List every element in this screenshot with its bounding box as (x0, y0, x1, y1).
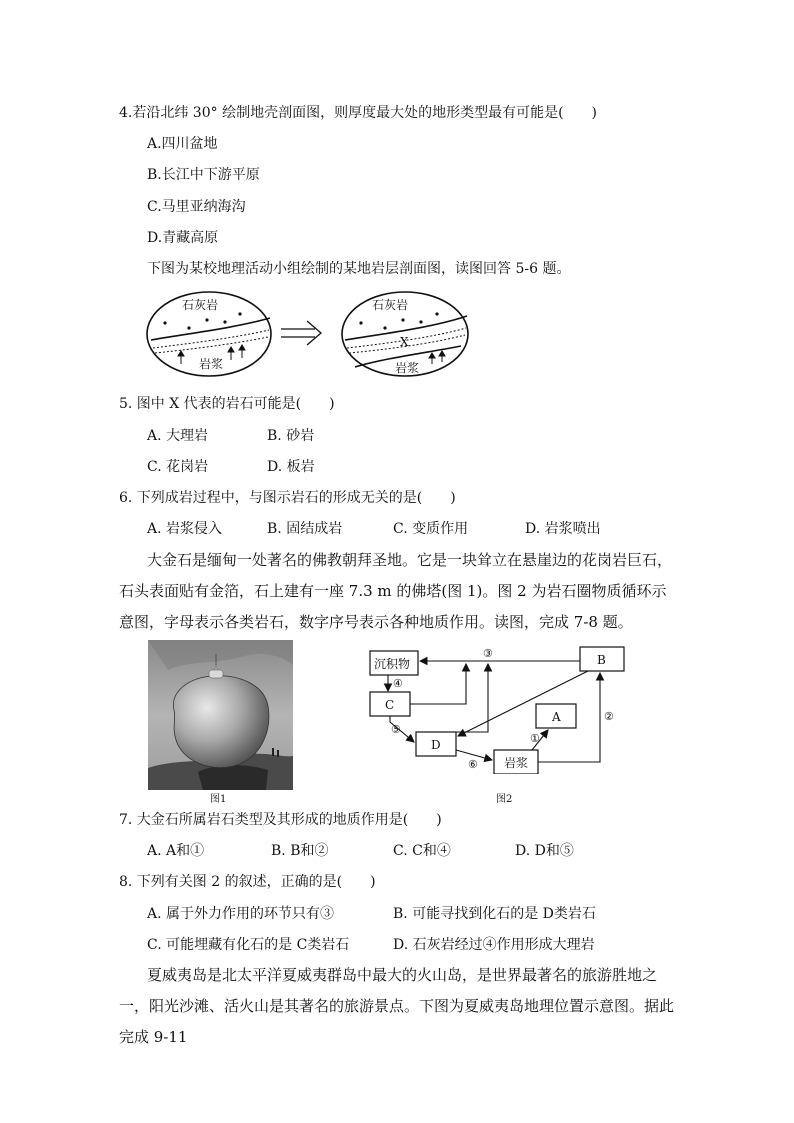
q7-stem: 7. 大金石所属岩石类型及其形成的地质作用是( ) (119, 812, 442, 828)
q6-stem: 6. 下列成岩过程中，与图示岩石的形成无关的是( ) (119, 490, 456, 506)
q4-option-a: A.四川盆地 (147, 136, 218, 152)
strata-right-rock-label: 石灰岩 (372, 298, 409, 312)
num-5: ⑤ (391, 723, 401, 736)
strata-left-rock-label: 石灰岩 (182, 298, 219, 312)
fig2-caption: 图2 (496, 794, 513, 805)
q7-option-d: D. D和⑤ (515, 843, 574, 859)
q4-stem: 4.若沿北纬 30° 绘制地壳剖面图，则厚度最大处的地形类型最有可能是( ) (119, 105, 597, 121)
transform-arrow-icon (281, 321, 321, 345)
strata-left-panel (147, 292, 271, 376)
strata-right-panel (342, 292, 468, 376)
q8-options-2 (147, 935, 667, 955)
q6-options (147, 519, 667, 539)
num-4: ④ (393, 677, 403, 690)
arrow-d-to-sediment (448, 664, 488, 732)
q6-option-d: D. 岩浆喷出 (525, 521, 601, 537)
strata-figure (145, 290, 475, 382)
q4-option-c: C.马里亚纳海沟 (147, 199, 246, 215)
strata-x-label: X (400, 335, 409, 349)
q8-options-1 (147, 904, 667, 924)
q8-option-b: B. 可能寻找到化石的是 D类岩石 (393, 906, 596, 922)
q4-option-d: D.青藏高原 (147, 230, 219, 246)
q5-stem: 5. 图中 X 代表的岩石可能是( ) (119, 396, 335, 412)
q7-option-b: B. B和② (271, 843, 329, 859)
label-sediment: 沉积物 (374, 657, 411, 671)
num-2: ② (604, 710, 614, 723)
intro-9-11: 夏威夷岛是北太平洋夏威夷群岛中最大的火山岛，是世界最著名的旅游胜地之一，阳光沙滩、活火山是其著名的旅游景点。下图为夏威夷岛地理位置示意图。据此完成 9-11 (119, 966, 675, 1046)
strata-right-magma-label: 岩浆 (395, 361, 420, 375)
q8-option-c: C. 可能埋藏有化石的是 C类岩石 (147, 937, 350, 953)
num-1: ① (530, 732, 540, 745)
intro-5-6: 下图为某校地理活动小组绘制的某地岩层剖面图，读图回答 5-6 题。 (147, 261, 571, 277)
q4-option-b: B.长江中下游平原 (147, 167, 260, 183)
label-magma: 岩浆 (504, 756, 529, 770)
golden-rock-photo (148, 640, 293, 790)
q8-option-d: D. 石灰岩经过④作用形成大理岩 (393, 937, 595, 953)
fig1-caption: 图1 (210, 794, 227, 805)
q6-option-b: B. 固结成岩 (267, 521, 343, 537)
q5-option-b: B. 砂岩 (267, 428, 315, 444)
label-d: D (431, 738, 441, 752)
q8-stem: 8. 下列有关图 2 的叙述，正确的是( ) (119, 874, 376, 890)
q8-option-a: A. 属于外力作用的环节只有③ (147, 906, 335, 922)
q5-options (147, 426, 547, 446)
magma-arrows-right (429, 351, 445, 364)
q5-option-d: D. 板岩 (267, 459, 315, 475)
rock-cycle-diagram (360, 644, 630, 774)
num-3: ③ (483, 647, 493, 660)
intro-7-8: 大金石是缅甸一处著名的佛教朝拜圣地。它是一块耸立在悬崖边的花岗岩巨石，石头表面贴有金箔，石上建有一座 7.3 m 的佛塔(图 1)。图 2 为岩石圈物质循环示意图，字母表示各类岩石，数字序号表示各种地质作用。读图，完成 7-8 题。 (119, 551, 673, 631)
num-6: ⑥ (468, 758, 478, 771)
q7-options (147, 841, 667, 861)
label-c: C (385, 698, 395, 712)
label-a: A (552, 710, 561, 724)
q7-option-c: C. C和④ (393, 843, 451, 859)
strata-left-magma-label: 岩浆 (199, 357, 224, 371)
q5-options-2 (147, 457, 547, 477)
q5-option-c: C. 花岗岩 (147, 459, 209, 475)
q7-option-a: A. A和① (147, 843, 205, 859)
q5-option-a: A. 大理岩 (147, 428, 209, 444)
q6-option-a: A. 岩浆侵入 (147, 521, 223, 537)
q6-option-c: C. 变质作用 (393, 521, 469, 537)
label-b: B (597, 653, 606, 667)
